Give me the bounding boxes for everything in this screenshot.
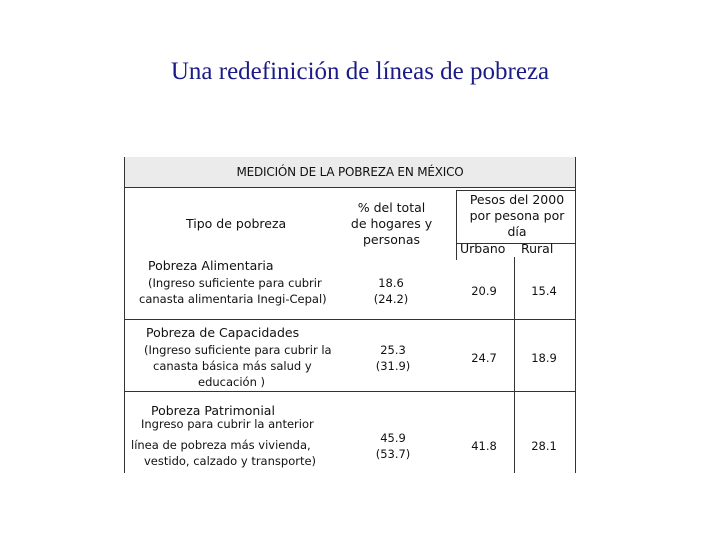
row-3-desc-line-1: Ingreso para cubrir la anterior (141, 417, 314, 431)
row-1-pct: 18.6 (378, 276, 404, 290)
row-3-name: Pobreza Patrimonial (151, 403, 275, 418)
row-2-desc-line-1: (Ingreso suficiente para cubrir la (144, 343, 332, 357)
row-2-desc-line-3: educación ) (198, 375, 266, 389)
row-2-rural: 18.9 (531, 351, 557, 365)
row-3-pct: 45.9 (380, 431, 406, 445)
col-header-pct (334, 200, 449, 248)
row-1-name: Pobreza Alimentaria (148, 258, 274, 273)
col-header-pesos-line-1: Pesos del 2000 (469, 192, 565, 207)
col-header-rural: Rural (521, 241, 554, 256)
row-rule-1 (124, 319, 576, 320)
row-3-pct-alt: (53.7) (375, 447, 411, 461)
table-caption: MEDICIÓN DE LA POBREZA EN MÉXICO (124, 157, 576, 187)
row-3-desc-line-3: vestido, calzado y transporte) (144, 454, 317, 468)
col-header-pesos (458, 192, 576, 240)
header-left-rule (456, 190, 457, 260)
col-header-pct-line-2: de hogares y (350, 216, 433, 231)
left-border (124, 157, 125, 473)
row-3-urbano: 41.8 (471, 439, 497, 453)
row-rule-2 (124, 391, 576, 392)
caption-rule (124, 187, 576, 188)
row-1-desc-line-2: canasta alimentaria Inegi-Cepal) (139, 292, 327, 306)
col-header-pesos-line-3: día (507, 224, 527, 239)
slide-title: Una redefinición de líneas de pobreza (170, 58, 550, 85)
row-2-desc-line-2: canasta básica más salud y (153, 359, 312, 373)
col-header-tipo: Tipo de pobreza (186, 216, 287, 231)
col-header-urbano: Urbano (460, 241, 506, 256)
poverty-table (124, 157, 576, 473)
col-header-pct-line-3: personas (362, 232, 421, 247)
row-2-name: Pobreza de Capacidades (146, 325, 300, 340)
row-1-rural: 15.4 (531, 284, 557, 298)
row-3-rural: 28.1 (531, 439, 557, 453)
row-2-pct-alt: (31.9) (375, 359, 411, 373)
row-3-desc-line-2: línea de pobreza más vivienda, (131, 438, 311, 452)
row-1-desc-line-1: (Ingreso suficiente para cubrir (148, 276, 322, 290)
row-2-urbano: 24.7 (471, 351, 497, 365)
col-divider-1 (514, 257, 515, 473)
col-header-pesos-line-2: por pesona por (469, 208, 565, 223)
row-2-pct: 25.3 (380, 343, 406, 357)
col-header-pct-line-1: % del total (357, 200, 426, 215)
header-top-rule (456, 190, 576, 191)
row-1-pct-alt: (24.2) (373, 292, 409, 306)
row-1-urbano: 20.9 (471, 284, 497, 298)
